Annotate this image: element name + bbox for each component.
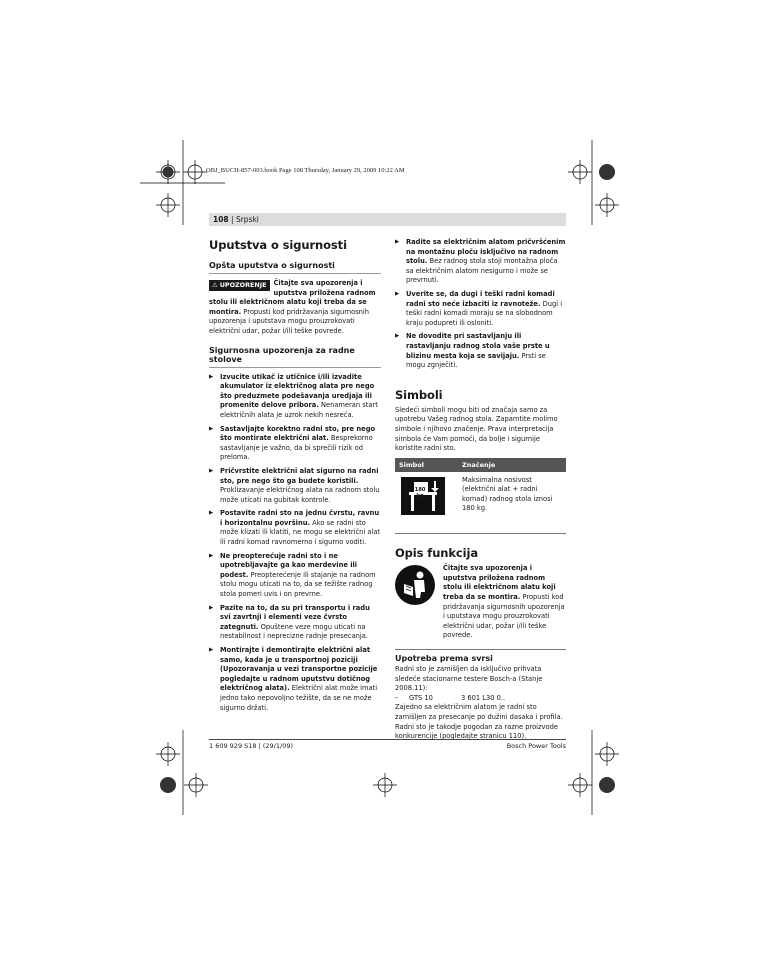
header-bar: [209, 213, 566, 226]
meaning-cell: Maksimalna nosivost (električni alat + radni komad) radnog stola iznosi 180 kg.: [458, 472, 566, 534]
list-item: ▶ Izvucite utikač iz utičnice i/ili izvadite akumulator iz električnog alata pre nego što preduzmete podešavanja uredjaja ili promenite delove pribora. Nenameran start električnih alata je uzrok nekih nesreća.: [209, 373, 381, 421]
read-manual-icon: [395, 565, 435, 605]
list-item: ▶ Postavite radni sto na jednu čvrstu, ravnu i horizontalnu površinu. Ako se radni sto može klizati ili klatiti, ne mogu se električni alat ili radni komad ravnomerno i sigurno voditi.: [209, 509, 381, 547]
left-safety-list: [209, 373, 381, 714]
footer-brand: Bosch Power Tools: [506, 742, 566, 750]
table-header-symbol: Simbol: [395, 458, 458, 472]
list-item: ▶ Ne dovodite pri sastavljanju ili rastavljanju radnog stola vaše prste u blizinu mesta koja se savijaju. Prsti se mogu zgnječiti.: [395, 332, 566, 370]
list-item: ▶ Montirajte i demontirajte električni alat samo, kada je u transportnoj poziciji (Upozoravanja u vezi transportne pozicije pogledajte u radnom uputstvu dotičnog električnog alata). Električni alat može imati jedno tako nepovoljno težište, da se ne može sigurno držati.: [209, 646, 381, 713]
workbench-safety-heading: Sigurnosna upozorenja za radne stolove: [209, 346, 381, 368]
left-column: [209, 238, 381, 717]
function-warning-block: [395, 564, 566, 641]
list-item: ▶ Pričvrstite električni alat sigurno na radni sto, pre nego što ga budete koristili. Proklizavanje električnog alata na radnom stolu može uticati na gubitak kontrole.: [209, 467, 381, 505]
header-language: Srpski: [235, 215, 259, 224]
usage-paragraph-3: Radni sto je takodje pogodan za razne proizvode konkurencije (pogledajte stranicu 110).: [395, 722, 558, 741]
list-item: ▶ Pazite na to, da su pri transportu i radu svi zavrtnji i elementi veze čvrsto zategnuti. Opuštene veze mogu uticati na nestabilnost i nepreciznе radnje presecanja.: [209, 604, 381, 642]
usage-model-line: – GTS 10 3 601 L30 0..: [395, 693, 506, 702]
page-number: 108: [213, 215, 229, 224]
general-safety-heading: Opšta uputstva o sigurnosti: [209, 261, 381, 274]
book-info: OBJ_BUCH-857-003.book Page 108 Thursday, January 29, 2009 10:22 AM: [206, 167, 405, 174]
usage-paragraph-1: Radni sto je zamišljen da isključivo prihvata sledeće stacionarne testere Bosch-a (Stanje 2008.11):: [395, 665, 543, 693]
list-item: ▶ Uverite se, da dugi i teški radni komadi radni sto neće izbaciti iz ravnoteže. Dugi i teški radni komadi moraju se na slobodnom kraju podupreti ili osloniti.: [395, 290, 566, 328]
right-safety-list: [395, 238, 566, 371]
list-item: ▶ Ne preopterećuje radni sto i ne upotrebljavajte ga kao merdevine ili podest. Preopterećenje ili stajanje na radnom stolu mogu uticati na to, da se težište radnog stola pomeri uvis i on prevrne.: [209, 552, 381, 600]
usage-heading: Upotreba prema svrsi: [395, 654, 493, 664]
safety-title: Uputstva o sigurnosti: [209, 238, 347, 252]
usage-paragraph-2: Zajedno sa električnim alatom je radni sto zamišljen za presecanje po dužini dasaka i profila.: [395, 703, 563, 721]
warning-badge: ⚠ UPOZORENJE: [209, 280, 270, 291]
footer-doc-number: 1 609 929 S18 | (29/1/09): [209, 742, 293, 750]
warning-triangle-icon: ⚠: [212, 281, 218, 289]
header-separator: |: [228, 215, 236, 224]
function-title: Opis funkcija: [395, 546, 478, 561]
function-warning-paragraph: Čitajte sva upozorenja i uputstva priložena radnom stolu ili električnom alatu koji treba da se montira. Propusti kod pridržavanja sigurnosnih upozorenja i uputstava mogu prouzrokovati električni udar, požar i/ili teške povrede.: [443, 564, 565, 640]
symbols-title: Simboli: [395, 387, 443, 402]
list-item: ▶ Sastavljajte korektno radni sto, pre nego što montirate električni alat. Besprekorno sastavljanje je važno, da bi sprečili rizik od preloma.: [209, 425, 381, 463]
general-warning-paragraph: ⚠ UPOZORENJE Čitajte sva upozorenja i uputstva priložena radnom stolu ili električnom alatu koji treba da se montira. Propusti kod pridržavanja sigurnosnih upozorenja i uputstava mogu prouzrokovati električni udar, požar i/ili teške povrede.: [209, 279, 376, 335]
footer-rule: [209, 739, 566, 740]
table-row: [395, 472, 566, 534]
page-header: [213, 215, 259, 224]
symbol-cell: [395, 472, 458, 534]
symbols-intro: Sledeći simboli mogu biti od značaja samo za upotrebu Vašeg radnog stola. Zapamtite molimo simbole i njihovo značenje. Prava interpretacija simbola će Vam pomoći, da bolje i sigurnije koristite radni sto.: [395, 405, 558, 453]
table-header-meaning: Značenje: [458, 458, 566, 472]
symbols-table: [395, 458, 566, 535]
list-item: ▶ Radite sa električnim alatom pričvršćenim na montažnu ploču isključivo na radnom stolu. Bez radnog stola stoji montažna ploča sa električnim alatom nesigurno i može se prevrnuti.: [395, 238, 566, 286]
max-load-label: 180 kg: [414, 487, 426, 499]
right-column: [395, 238, 566, 742]
